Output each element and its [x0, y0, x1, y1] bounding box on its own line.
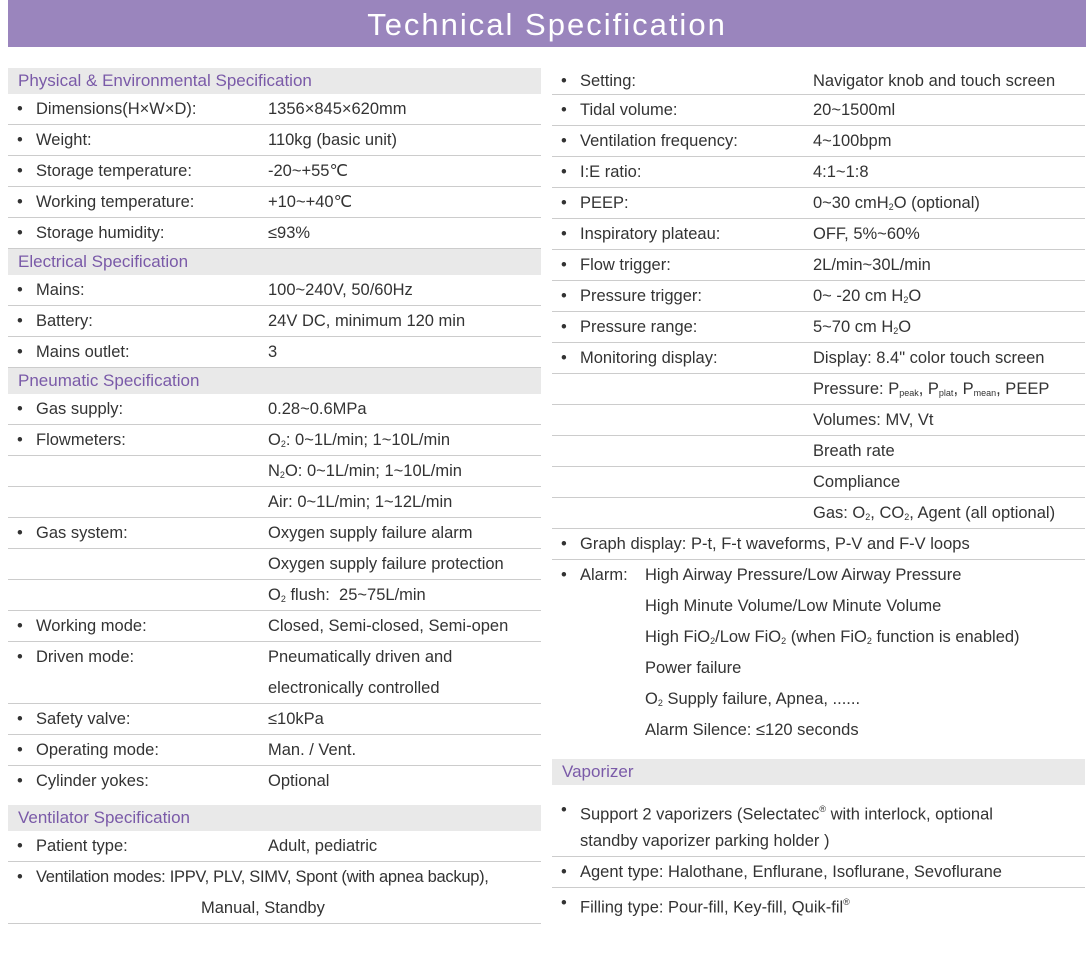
spec-value: Closed, Semi-closed, Semi-open	[268, 617, 509, 635]
spec-value: OFF, 5%~60%	[813, 225, 920, 243]
spec-label: Patient type:	[36, 837, 128, 855]
spec-row-ie-ratio	[552, 157, 1085, 188]
spec-value: 5~70 cm $H_2O$	[813, 318, 912, 336]
spec-text: standby vaporizer parking holder )	[580, 832, 830, 850]
spec-row-dimensions	[8, 94, 541, 125]
spec-value: ≤93%	[268, 224, 311, 242]
spec-value: High FiO$_2$/Low FiO$_2$ (when FiO$_2$ function is enabled)	[645, 628, 1020, 646]
spec-value: Breath rate	[813, 442, 895, 460]
spec-text: Ventilation modes: IPPV, PLV, SIMV, Spont (with apnea backup),	[36, 868, 489, 886]
spec-row-battery	[8, 306, 541, 337]
spec-row-agent-type	[552, 857, 1085, 888]
bullet: •	[17, 400, 23, 418]
spec-label: Monitoring display:	[580, 349, 718, 367]
spec-label: Working temperature:	[36, 193, 195, 211]
spec-value: Oxygen supply failure alarm	[268, 524, 473, 542]
bullet: •	[561, 349, 567, 367]
spec-value: 4:1~1:8	[813, 163, 869, 181]
spec-value: 20~1500ml	[813, 101, 896, 119]
bullet: •	[17, 524, 23, 542]
spec-label: Inspiratory plateau:	[580, 225, 721, 243]
spec-row-monitoring-gas	[552, 498, 1085, 529]
spec-row-tidal-volume	[552, 95, 1085, 126]
spec-value: Oxygen supply failure protection	[268, 555, 504, 573]
spec-row-flowmeters	[8, 425, 541, 456]
section-physical-heading: Physical & Environmental Specification	[8, 68, 541, 94]
spec-text: Graph display: P-t, F-t waveforms, P-V and F-V loops	[580, 535, 970, 553]
spec-value: $O_2$ Supply failure, Apnea, ......	[645, 690, 861, 708]
spec-value: 4~100bpm	[813, 132, 892, 150]
spec-value: Pneumatically driven and	[268, 648, 453, 666]
spec-label: Battery:	[36, 312, 93, 330]
spec-label: Driven mode:	[36, 648, 135, 666]
spec-value: Compliance	[813, 473, 901, 491]
spec-value: 24V DC, minimum 120 min	[268, 312, 466, 330]
spec-row-alarm-5	[552, 684, 1085, 715]
spec-row-pressure-range	[552, 312, 1085, 343]
spec-value: -20~+55℃	[268, 162, 349, 180]
spec-row-storage-humidity	[8, 218, 541, 249]
spec-row-gas-supply	[8, 394, 541, 425]
spec-value: Gas: $O_2$, $CO_2$, Agent (all optional)	[813, 504, 1056, 522]
spec-label: Mains:	[36, 281, 85, 299]
bullet: •	[17, 162, 23, 180]
spec-label: I:E ratio:	[580, 163, 642, 181]
bullet: •	[17, 312, 23, 330]
spec-row-alarm-6	[552, 715, 1085, 746]
spec-value: Navigator knob and touch screen	[813, 72, 1056, 90]
spec-value: $O_2$: 0~1L/min; 1~10L/min	[268, 431, 451, 449]
bullet: •	[17, 648, 23, 666]
spec-value: Display: 8.4" color touch screen	[813, 349, 1045, 367]
spec-row-ventilation-modes	[8, 862, 541, 893]
spec-value: electronically controlled	[268, 679, 440, 697]
spec-row-alarm-4	[552, 653, 1085, 684]
spec-row-setting	[552, 68, 1085, 95]
section-electrical-heading: Electrical Specification	[8, 249, 541, 275]
spec-row-monitoring-pressure	[552, 374, 1085, 405]
spec-label: Tidal volume:	[580, 101, 678, 119]
spec-value: Optional	[268, 772, 330, 790]
spec-label: Safety valve:	[36, 710, 131, 728]
bullet: •	[561, 801, 567, 819]
spec-label: Weight:	[36, 131, 92, 149]
spec-label: Ventilation frequency:	[580, 132, 738, 150]
spec-value: 0~30 cmH$_2$O (optional)	[813, 194, 980, 212]
spec-row-graph-display	[552, 529, 1085, 560]
spec-row-vaporizer-support	[552, 795, 1085, 826]
spec-label: Mains outlet:	[36, 343, 130, 361]
spec-value: 3	[268, 343, 278, 361]
spec-value: 0~ -20 cm $H_2O$	[813, 287, 922, 305]
spec-row-flowmeters-n2o	[8, 456, 541, 487]
spec-label: Working mode:	[36, 617, 147, 635]
spec-label: Flow trigger:	[580, 256, 671, 274]
spec-value: High Minute Volume/Low Minute Volume	[645, 597, 942, 615]
spec-row-flowmeters-air	[8, 487, 541, 518]
spec-row-gas-system	[8, 518, 541, 549]
left-column	[8, 68, 541, 924]
spec-row-ventilation-frequency	[552, 126, 1085, 157]
spec-value: Alarm Silence: ≤120 seconds	[645, 721, 859, 739]
spec-value: $O_2$ flush: 25~75L/min	[268, 586, 426, 604]
spec-row-flow-trigger	[552, 250, 1085, 281]
spec-text: Agent type: Halothane, Enflurane, Isoflurane, Sevoflurane	[580, 863, 1002, 881]
spec-label: Operating mode:	[36, 741, 159, 759]
spec-label: Dimensions(H×W×D):	[36, 100, 197, 118]
spec-row-pressure-trigger	[552, 281, 1085, 312]
spec-value: ≤10kPa	[268, 710, 324, 728]
spec-label: Flowmeters:	[36, 431, 126, 449]
bullet: •	[561, 256, 567, 274]
spec-row-mains-outlet	[8, 337, 541, 368]
spec-row-filling-type	[552, 888, 1085, 919]
spec-label: Alarm:	[580, 566, 628, 584]
spec-label: Gas supply:	[36, 400, 124, 418]
bullet: •	[561, 72, 567, 90]
section-pneumatic-heading: Pneumatic Specification	[8, 368, 541, 394]
bullet: •	[17, 741, 23, 759]
spec-value: Adult, pediatric	[268, 837, 378, 855]
spec-value: 100~240V, 50/60Hz	[268, 281, 413, 299]
spec-row-alarm	[552, 560, 1085, 591]
section-vaporizer-heading: Vaporizer	[552, 759, 1085, 785]
spec-row-inspiratory-plateau	[552, 219, 1085, 250]
spec-text: Support 2 vaporizers (Selectatec® with interlock, optional	[580, 804, 993, 824]
spec-row-weight	[8, 125, 541, 156]
spec-row-gas-system-2	[8, 549, 541, 580]
spec-value: Manual, Standby	[201, 899, 325, 917]
spec-value: 2L/min~30L/min	[813, 256, 931, 274]
bullet: •	[561, 101, 567, 119]
spec-label: Storage humidity:	[36, 224, 165, 242]
spec-row-peep	[552, 188, 1085, 219]
spec-row-monitoring-breath-rate	[552, 436, 1085, 467]
bullet: •	[17, 617, 23, 635]
bullet: •	[17, 193, 23, 211]
spec-row-alarm-2	[552, 591, 1085, 622]
spec-label: Cylinder yokes:	[36, 772, 149, 790]
bullet: •	[17, 772, 23, 790]
spec-value: Man. / Vent.	[268, 741, 357, 759]
bullet: •	[561, 894, 567, 912]
spec-value: High Airway Pressure/Low Airway Pressure	[645, 566, 962, 584]
bullet: •	[561, 535, 567, 553]
spec-label: Setting:	[580, 72, 636, 90]
section-ventilator-heading: Ventilator Specification	[8, 805, 541, 831]
bullet: •	[17, 100, 23, 118]
spec-label: Pressure range:	[580, 318, 698, 336]
spec-row-driven-mode	[8, 642, 541, 673]
spec-row-mains	[8, 275, 541, 306]
bullet: •	[17, 343, 23, 361]
bullet: •	[17, 431, 23, 449]
spec-value: 1356×845×620mm	[268, 100, 407, 118]
right-column	[552, 68, 1085, 919]
spec-value: +10~+40℃	[268, 193, 353, 211]
spec-label: PEEP:	[580, 194, 629, 212]
spec-row-monitoring-volumes	[552, 405, 1085, 436]
spec-row-working-temperature	[8, 187, 541, 218]
bullet: •	[17, 224, 23, 242]
spec-label: Gas system:	[36, 524, 128, 542]
spec-row-working-mode	[8, 611, 541, 642]
spec-row-safety-valve	[8, 704, 541, 735]
spec-row-monitoring-display	[552, 343, 1085, 374]
bullet: •	[17, 281, 23, 299]
bullet: •	[561, 566, 567, 584]
page-title: Technical Specification	[8, 0, 1086, 47]
spec-row-vaporizer-support-2	[552, 826, 1085, 857]
bullet: •	[17, 131, 23, 149]
spec-text: Filling type: Pour-fill, Key-fill, Quik-fil®	[580, 897, 850, 917]
bullet: •	[561, 287, 567, 305]
spec-row-operating-mode	[8, 735, 541, 766]
bullet: •	[17, 837, 23, 855]
spec-value: Power failure	[645, 659, 742, 677]
spec-value: Volumes: MV, Vt	[813, 411, 934, 429]
spec-row-storage-temperature	[8, 156, 541, 187]
spec-value: $N_2O$: 0~1L/min; 1~10L/min	[268, 462, 462, 480]
spec-label: Pressure trigger:	[580, 287, 702, 305]
spec-row-ventilation-modes-2	[8, 893, 541, 924]
bullet: •	[561, 318, 567, 336]
bullet: •	[561, 163, 567, 181]
bullet: •	[17, 710, 23, 728]
spec-row-monitoring-compliance	[552, 467, 1085, 498]
bullet: •	[561, 194, 567, 212]
bullet: •	[17, 868, 23, 886]
spec-value: 0.28~0.6MPa	[268, 400, 367, 418]
bullet: •	[561, 132, 567, 150]
spec-label: Storage temperature:	[36, 162, 192, 180]
bullet: •	[561, 863, 567, 881]
bullet: •	[561, 225, 567, 243]
spec-value: Air: 0~1L/min; 1~12L/min	[268, 493, 453, 511]
spec-value: 110kg (basic unit)	[268, 131, 398, 149]
spec-row-gas-system-3	[8, 580, 541, 611]
spec-row-cylinder-yokes	[8, 766, 541, 797]
spec-row-alarm-3	[552, 622, 1085, 653]
spec-value: Pressure: $P_{peak}$, $P_{plat}$, $P_{mean}$, PEEP	[813, 380, 1050, 398]
spec-row-patient-type	[8, 831, 541, 862]
spec-row-driven-mode-2	[8, 673, 541, 704]
